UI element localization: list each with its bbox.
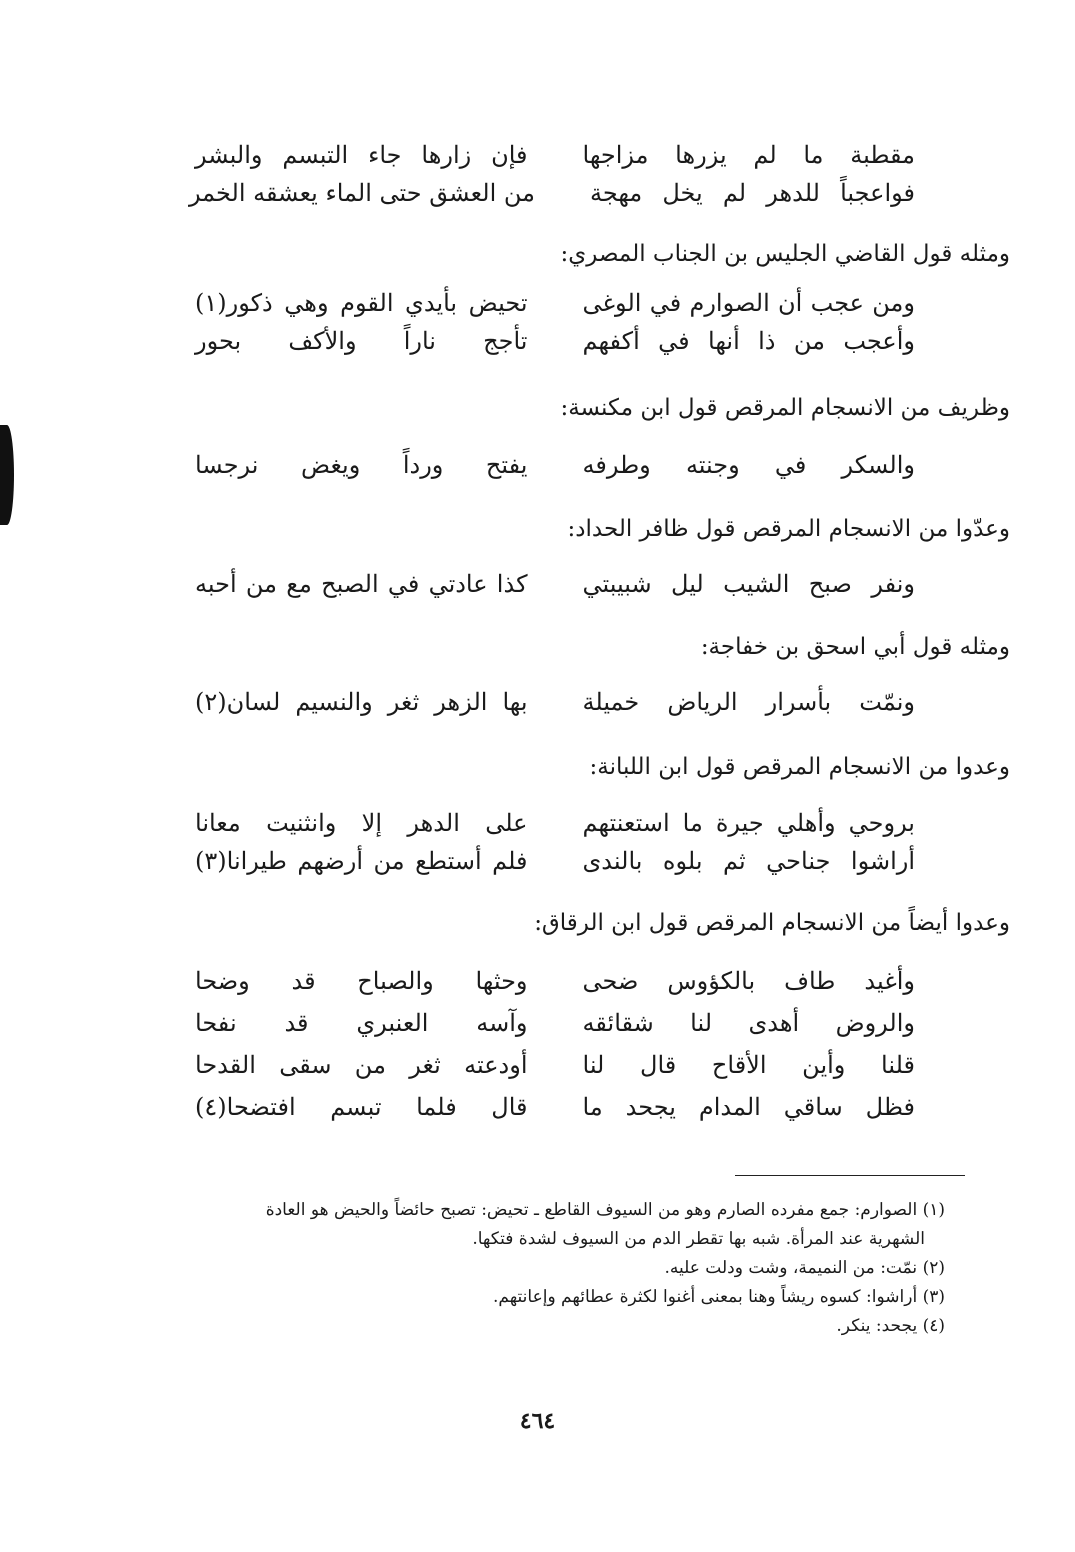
verse: [195, 136, 915, 174]
verse-second-hemistich: وحثها والصباح قد وضحا: [195, 967, 528, 995]
verse-second-hemistich: وآسه العنبري قد نفحا: [195, 1009, 528, 1037]
verse-first-hemistich: ومن عجب أن الصوارم في الوغى: [582, 289, 915, 317]
poem-block: [195, 565, 915, 603]
verse-second-hemistich: تحيض بأيدي القوم وهي ذكور(١): [195, 289, 528, 317]
verse: [195, 1044, 915, 1086]
verse-first-hemistich: مقطبة ما لم يزرها مزاجها: [582, 141, 915, 169]
intro-line: ومثله قول القاضي الجليس بن الجناب المصري:: [560, 241, 1010, 267]
verse: [195, 565, 915, 603]
verse-second-hemistich: يفتح ورداً ويغض نرجسا: [195, 451, 528, 479]
poem-block: [195, 804, 915, 880]
verse: [195, 842, 915, 880]
footnote: [125, 1196, 945, 1254]
verse-second-hemistich: كذا عادتي في الصبح مع من أحبه: [195, 570, 528, 598]
verse-second-hemistich: بها الزهر ثغر والنسيم لسان(٢): [195, 688, 528, 716]
verse-second-hemistich: تأجج ناراً والأكف بحور: [195, 327, 528, 355]
poem-block: [188, 136, 915, 212]
intro-line: وظريف من الانسجام المرقص قول ابن مكنسة:: [560, 395, 1010, 421]
poem-block: [195, 683, 915, 721]
poem-block: [195, 960, 915, 1128]
intro-line: ومثله قول أبي اسحق بن خفاجة:: [700, 634, 1010, 660]
verse-first-hemistich: والسكر في وجنته وطرفه: [582, 451, 915, 479]
poem-block: [195, 284, 915, 360]
verse-second-hemistich: فإن زارها جاء التبسم والبشر: [195, 141, 528, 169]
footnote-text: (٣) أراشوا: كسوه ريشاً وهنا بمعنى أغنوا لكثرة عطائهم وإعانتهم.: [492, 1287, 945, 1307]
verse-first-hemistich: ونفر صبح الشيب ليل شبيبتي: [582, 570, 915, 598]
verse-first-hemistich: والروض أهدى لنا شقائقه: [582, 1009, 915, 1037]
scan-edge-mark: [0, 425, 14, 525]
verse: [188, 174, 915, 212]
verse-second-hemistich: أودعته ثغر من سقى القدحا: [195, 1051, 528, 1079]
verse-first-hemistich: فظل ساقي المدام يجحد ما: [582, 1093, 915, 1121]
verse: [195, 1086, 915, 1128]
verse: [195, 960, 915, 1002]
verse-first-hemistich: بروحي وأهلي جيرة ما استعنتهم: [582, 809, 915, 837]
intro-line: وعدّوا من الانسجام المرقص قول ظافر الحداد:: [567, 516, 1010, 542]
footnote-separator: [735, 1175, 965, 1176]
verse-first-hemistich: وأعجب من ذا أنها في أكفهم: [582, 327, 915, 355]
page-number: ٤٦٤: [519, 1408, 556, 1434]
footnote-text: (٤) يجحد: ينكر.: [836, 1316, 945, 1336]
intro-line: وعدوا أيضاً من الانسجام المرقص قول ابن الرقاق:: [534, 910, 1010, 936]
verse-second-hemistich: على الدهر إلا وانثنيت معانا: [195, 809, 528, 837]
verse: [195, 284, 915, 322]
poem-block: [195, 446, 915, 484]
intro-line: وعدوا من الانسجام المرقص قول ابن اللبانة:: [589, 754, 1010, 780]
footnote: [125, 1283, 945, 1312]
verse-second-hemistich: فلم أستطع من أرضهم طيرانا(٣): [195, 847, 528, 875]
footnotes: [125, 1196, 945, 1341]
footnote: [125, 1254, 945, 1283]
verse: [195, 804, 915, 842]
verse: [195, 446, 915, 484]
footnote-text: (١) الصوارم: جمع مفرده الصارم وهو من السيوف القاطع ـ تحيض: تصبح حائضاً والحيض هو العادة: [265, 1200, 945, 1220]
verse-second-hemistich: من العشق حتى الماء يعشقه الخمر: [188, 179, 535, 207]
verse-second-hemistich: قال فلما تبسم افتضحا(٤): [195, 1093, 528, 1121]
footnote: [125, 1312, 945, 1341]
verse-first-hemistich: ونمّت بأسرار الرياض خميلة: [582, 688, 915, 716]
footnote-text: (٢) نمّت: من النميمة، وشت ودلت عليه.: [664, 1258, 945, 1278]
verse-first-hemistich: فواعجباً للدهر لم يخل مهجة: [590, 179, 915, 207]
footnote-continuation: الشهرية عند المرأة. شبه بها تقطر الدم من السيوف لشدة فتكها.: [472, 1229, 925, 1249]
verse-first-hemistich: أراشوا جناحي ثم بلوه بالندى: [582, 847, 915, 875]
verse: [195, 1002, 915, 1044]
verse: [195, 322, 915, 360]
verse-first-hemistich: وأغيد طاف بالكؤوس ضحى: [582, 967, 915, 995]
verse-first-hemistich: قلنا وأين الأقاح قال لنا: [582, 1051, 915, 1079]
verse: [195, 683, 915, 721]
